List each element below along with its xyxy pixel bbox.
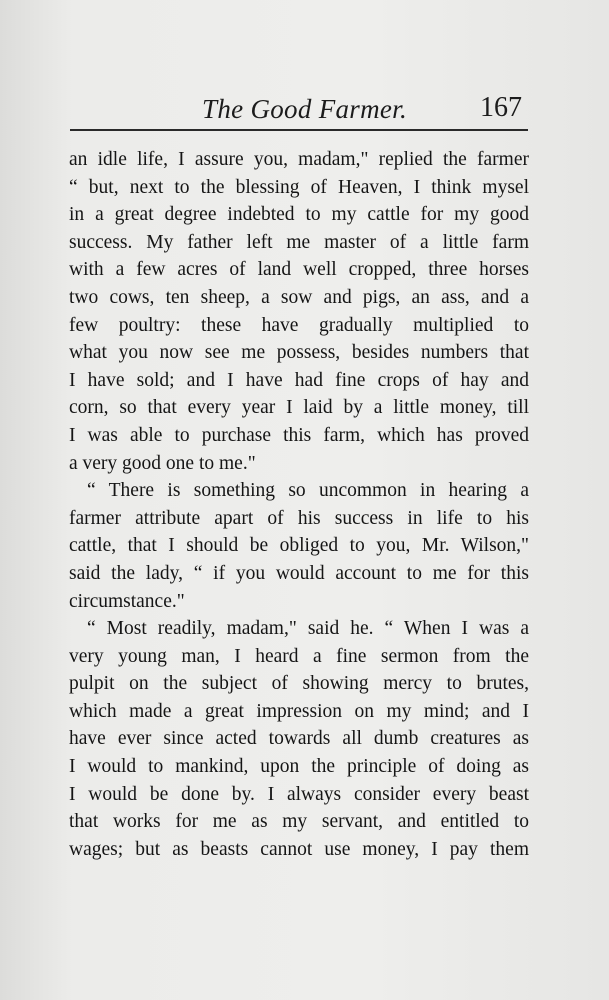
- body-text: [69, 146, 529, 863]
- text-line: wages; but as beasts cannot use money, I pay them: [69, 838, 529, 860]
- text-line: “ There is something so uncommon in hearing a: [87, 480, 529, 502]
- text-line: that works for me as my servant, and entitled to: [69, 811, 529, 833]
- text-line: what you now see me possess, besides numbers that: [69, 342, 529, 364]
- text-line: an idle life, I assure you, madam," replied the farmer: [69, 149, 529, 170]
- text-line: cattle, that I should be obliged to you, Mr. Wilson,": [69, 535, 529, 557]
- text-line: in a great degree indebted to my cattle for my good: [69, 204, 529, 226]
- text-line: “ but, next to the blessing of Heaven, I think mysel: [69, 176, 529, 198]
- text-line: I would to mankind, upon the principle of doing as: [69, 756, 529, 778]
- text-line: “ Most readily, madam," said he. “ When I was a: [87, 618, 529, 640]
- text-line: I have sold; and I have had fine crops of hay and: [69, 369, 529, 391]
- text-line: with a few acres of land well cropped, three horses: [69, 259, 529, 281]
- running-title: The Good Farmer.: [202, 94, 408, 124]
- text-line: very young man, I heard a fine sermon from the: [69, 645, 529, 667]
- text-line: have ever since acted towards all dumb creatures as: [69, 728, 529, 750]
- text-line: corn, so that every year I laid by a little money, till: [69, 397, 529, 419]
- text-line: which made a great impression on my mind; and I: [69, 700, 529, 722]
- text-line: said the lady, “ if you would account to me for this: [69, 562, 529, 584]
- text-line: farmer attribute apart of his success in life to his: [69, 507, 529, 529]
- text-line: circumstance.": [69, 590, 185, 612]
- text-line: I would be done by. I always consider every beast: [69, 783, 529, 805]
- text-line: pulpit on the subject of showing mercy to brutes,: [69, 673, 529, 695]
- text-line: few poultry: these have gradually multiplied to: [69, 314, 529, 336]
- header-rule: [70, 129, 528, 131]
- text-line: a very good one to me.": [69, 452, 256, 474]
- text-line: I was able to purchase this farm, which has proved: [69, 424, 529, 446]
- page-number: 167: [480, 92, 522, 123]
- running-head: [70, 92, 530, 128]
- text-line: two cows, ten sheep, a sow and pigs, an ass, and a: [69, 286, 529, 308]
- text-line: success. My father left me master of a little farm: [69, 231, 529, 253]
